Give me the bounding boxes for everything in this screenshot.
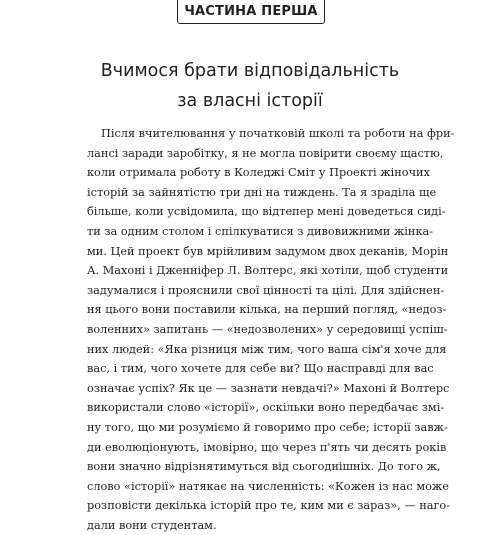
- section-label: ЧАСТИНА ПЕРША: [184, 3, 318, 19]
- body-line: ти за одним столом і спілкуватися з дивовижними жінка-: [87, 224, 434, 238]
- body-line: історій за зайнятістю три дні на тиждень. Та я зраділа ще: [87, 185, 437, 199]
- body-line: них людей: «Яка різниця між тим, чого ваша сім'я хоче для: [87, 342, 447, 356]
- body-line: дали вони студентам.: [87, 518, 217, 532]
- body-line: коли отримала роботу в Коледжі Сміт у Проекті жіночих: [87, 166, 430, 180]
- body-line: лансі заради заробітку, я не могла повірити своєму щастю,: [87, 146, 444, 160]
- body-line: вони значно відрізнятимуться від сьогоднішніх. До того ж,: [87, 460, 441, 474]
- chapter-title-line: за власні історії: [177, 91, 323, 111]
- body-line: ми. Цей проект був мрійливим задумом двох деканів, Морін: [87, 244, 449, 258]
- body-line: задумалися і прояснили свої цінності та цілі. Для здійснен-: [87, 283, 445, 297]
- body-line: використали слово «історії», оскільки воно передбачає змі-: [87, 401, 445, 415]
- body-line: більше, коли усвідомила, що відтепер мені доведеться сиді-: [87, 205, 446, 219]
- body-line: вас, і тим, чого хочете для себе ви? Що насправді для вас: [87, 362, 434, 376]
- chapter-title-line: Вчимося брати відповідальність: [100, 61, 400, 81]
- body-line: розповісти декілька історій про те, ким ми є зараз», — наго-: [87, 499, 451, 513]
- body-paragraph: [87, 124, 455, 535]
- section-header: [177, 0, 325, 24]
- body-line: Після вчителювання у початковій школі та роботи на фри-: [101, 127, 455, 140]
- body-line: ну того, що ми розуміємо й говоримо про себе; історії завж-: [87, 420, 448, 434]
- body-line: означає успіх? Як це — зазнати невдачі?» Махоні й Волтерс: [87, 381, 450, 395]
- chapter-title: [0, 56, 500, 116]
- body-line: А. Махоні і Дженніфер Л. Волтерс, які хотіли, щоб студенти: [87, 264, 449, 278]
- body-line: ня цього вони поставили кілька, на перший погляд, «недоз-: [87, 303, 447, 317]
- body-line: воленних» запитань — «недозволених» у середовищі успіш-: [87, 322, 448, 336]
- body-line: ди еволюціонують, імовірно, що через п'ять чи десять років: [87, 440, 447, 454]
- body-line: слово «історії» натякає на численність: «Кожен із нас може: [87, 479, 449, 493]
